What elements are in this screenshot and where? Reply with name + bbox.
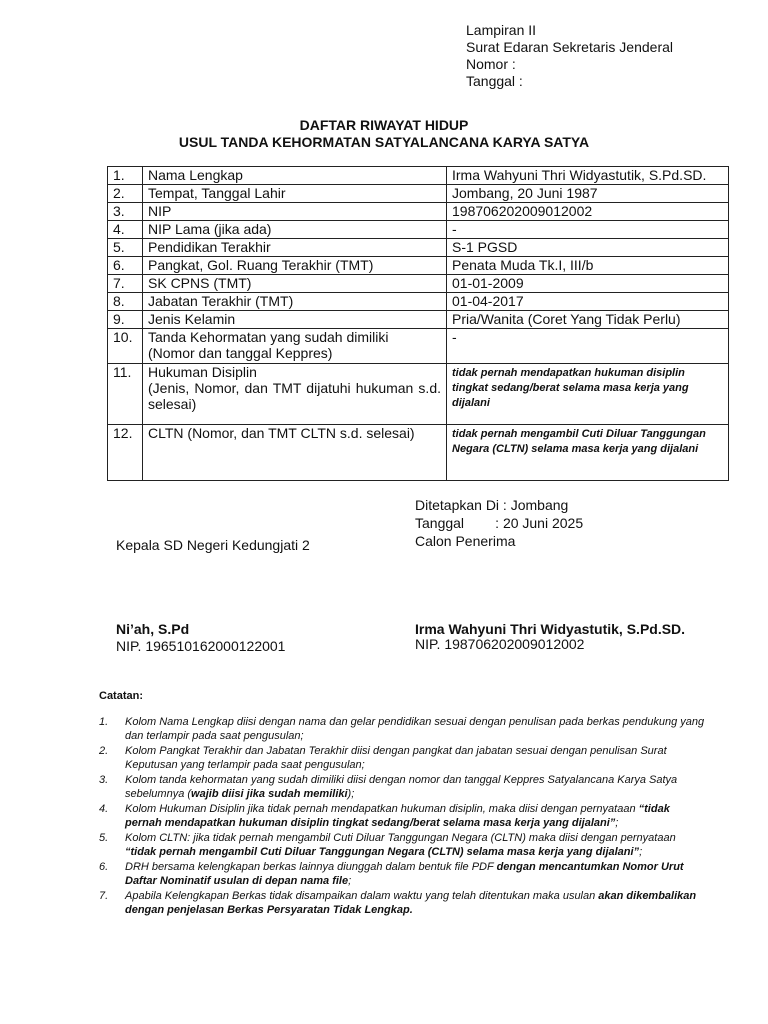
kepala-sekolah-title: Kepala SD Negeri Kedungjati 2 [116,537,310,553]
catatan-text: Kolom Nama Lengkap diisi dengan nama dan gelar pendidikan sesuai dengan penulisan pada berkas pendukung yang dan terlampir pada saat pengusulan; [125,716,705,742]
catatan-emphasis: akan dikembalikan dengan penjelasan Berkas Persyaratan Tidak Lengkap. [125,890,697,916]
catatan-list [99,715,709,918]
row-value-cell [447,364,729,425]
table-row [108,257,729,275]
lampiran-block [466,22,673,90]
surat-edaran-label: Surat Edaran Sekretaris Jenderal [466,39,673,55]
catatan-number: 7. [99,890,109,902]
catatan-item [99,889,709,917]
row-label-cell [143,364,447,425]
catatan-text: ; [615,817,619,829]
catatan-text: Kolom Pangkat Terakhir dan Jabatan Terakhir diisi dengan pangkat dan jabatan sesuai dengan penulisan Surat Keputusan yang terlampir pada saat pengusulan; [125,745,667,771]
catatan-text: DRH bersama kelengkapan berkas lainnya diunggah dalam bentuk file PDF [125,861,497,873]
catatan-number: 1. [99,716,109,728]
row-label: Tanda Kehormatan yang sudah dimiliki [148,329,389,345]
document-title: DAFTAR RIWAYAT HIDUP [299,117,469,133]
table-row [108,293,729,311]
row-label-cell [143,329,447,364]
catatan-text: Kolom Hukuman Disiplin jika tidak pernah mendapatkan hukuman disiplin, maka diisi dengan pernyataan [125,803,639,815]
row-number: 6. [108,257,143,275]
row-label: SK CPNS (TMT) [143,275,447,293]
catatan-item [99,744,709,772]
row-label: NIP [143,203,447,221]
row-label-detail: (Nomor dan tanggal Keppres) [148,345,333,361]
row-number: 1. [108,167,143,185]
row-value: Penata Muda Tk.I, III/b [447,257,729,275]
catatan-emphasis: “tidak pernah mendapatkan hukuman disiplin tingkat sedang/berat selama masa kerja yang dijalani” [125,803,670,829]
catatan-number: 2. [99,745,109,757]
catatan-text: Apabila Kelengkapan Berkas tidak disampaikan dalam waktu yang telah ditentukan maka usulan [125,890,599,902]
table-row [108,425,729,481]
tanggal-penetapan-text: Tanggal : 20 Juni 2025 [415,515,584,531]
row-number: 10. [108,329,143,364]
row-value: tidak pernah mengambil Cuti Diluar Tanggungan Negara (CLTN) selama masa kerja yang dijalani [452,428,706,455]
row-value: S-1 PGSD [447,239,729,257]
table-row [108,167,729,185]
row-label: Jabatan Terakhir (TMT) [143,293,447,311]
catatan-item [99,802,709,830]
ditetapkan-text: Ditetapkan Di : Jombang [415,497,569,513]
row-value: Irma Wahyuni Thri Widyastutik, S.Pd.SD. [447,167,729,185]
row-label: CLTN (Nomor, dan TMT CLTN s.d. selesai) [143,425,447,481]
row-label: Nama Lengkap [143,167,447,185]
catatan-item [99,831,709,859]
document-subtitle: USUL TANDA KEHORMATAN SATYALANCANA KARYA SATYA [178,134,590,150]
row-value: - [447,221,729,239]
row-number: 5. [108,239,143,257]
row-label: Tempat, Tanggal Lahir [143,185,447,203]
catatan-number: 3. [99,774,109,786]
row-value: 01-01-2009 [447,275,729,293]
penerima-name: Irma Wahyuni Thri Widyastutik, S.Pd.SD. [415,621,686,637]
lampiran-label: Lampiran II [466,22,537,38]
row-label: Jenis Kelamin [143,311,447,329]
tanggal-label: Tanggal : [466,73,523,89]
row-value: tidak pernah mendapatkan hukuman disiplin tingkat sedang/berat selama masa kerja yang dijalani [452,367,689,409]
row-number: 11. [108,364,143,425]
row-value: 198706202009012002 [447,203,729,221]
row-label: Pangkat, Gol. Ruang Terakhir (TMT) [143,257,447,275]
catatan-item [99,773,709,801]
catatan-emphasis: “tidak pernah mengambil Cuti Diluar Tanggungan Negara (CLTN) selama masa kerja yang dijalani” [125,846,640,858]
row-number: 12. [108,425,143,481]
catatan-text: Kolom CLTN: jika tidak pernah mengambil Cuti Diluar Tanggungan Negara (CLTN) maka diisi dengan pernyataan [125,832,676,844]
row-value: Pria/Wanita (Coret Yang Tidak Perlu) [447,311,729,329]
table-row [108,185,729,203]
row-label: Pendidikan Terakhir [143,239,447,257]
row-value: 01-04-2017 [447,293,729,311]
nomor-label: Nomor : [466,56,516,72]
row-value-cell [447,425,729,481]
catatan-text: ); [347,788,355,800]
row-label: Hukuman Disiplin [148,364,257,380]
catatan-emphasis: wajib diisi jika sudah memiliki [191,788,348,800]
kepala-sekolah-nip: NIP. 196510162000122001 [116,638,286,654]
table-row [108,364,729,425]
penerima-nip: NIP. 198706202009012002 [415,636,585,652]
table-row [108,203,729,221]
catatan-text: Kolom tanda kehormatan yang sudah dimiliki diisi dengan nomor dan tanggal Keppres Satyalancana Karya Satya sebelumnya ( [125,774,678,800]
catatan-item [99,860,709,888]
catatan-item [99,715,709,743]
catatan-text: ; [348,875,352,887]
row-label-detail: (Jenis, Nomor, dan TMT dijatuhi hukuman s.d. selesai) [148,380,441,412]
catatan-text: ; [639,846,643,858]
catatan-number: 6. [99,861,109,873]
catatan-emphasis: dengan mencantumkan Nomor Urut Daftar Nominatif usulan di depan nama file [125,861,684,887]
catatan-number: 4. [99,803,109,815]
row-value: Jombang, 20 Juni 1987 [447,185,729,203]
table-row [108,311,729,329]
row-label: NIP Lama (jika ada) [143,221,447,239]
row-number: 4. [108,221,143,239]
catatan-number: 5. [99,832,109,844]
row-number: 7. [108,275,143,293]
row-number: 3. [108,203,143,221]
kepala-sekolah-name: Ni’ah, S.Pd [116,621,190,637]
row-value: - [447,329,729,364]
table-row [108,275,729,293]
table-row [108,239,729,257]
calon-penerima-label: Calon Penerima [415,533,516,549]
row-number: 2. [108,185,143,203]
catatan-title: Catatan: [99,690,144,702]
row-number: 9. [108,311,143,329]
table-row [108,329,729,364]
riwayat-hidup-table [107,166,729,481]
table-row [108,221,729,239]
row-number: 8. [108,293,143,311]
